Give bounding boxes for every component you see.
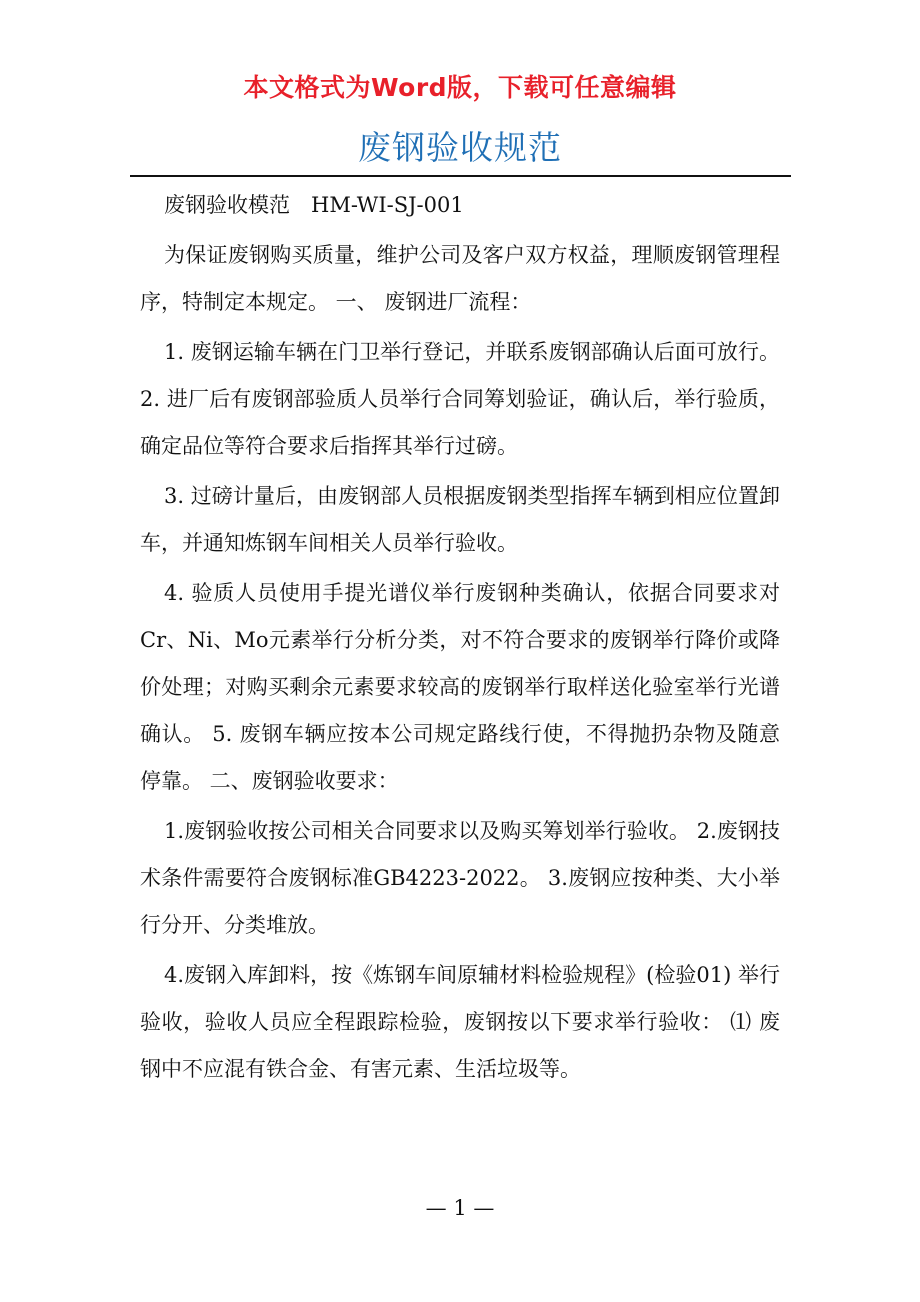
document-body	[140, 182, 780, 1096]
paragraph-requirements-1-3: 1.废钢验收按公司相关合同要求以及购买筹划举行验收。 2.废钢技术条件需要符合废钢标准GB4223-2022。 3.废钢应按种类、大小举行分开、分类堆放。	[140, 819, 780, 937]
format-notice-banner: 本文格式为Word版，下载可任意编辑	[243, 73, 677, 102]
paragraph-entry-step-3: 3. 过磅计量后，由废钢部人员根据废钢类型指挥车辆到相应位置卸车，并通知炼钢车间相关人员举行验收。	[140, 484, 780, 555]
page-number: — 1 —	[425, 1196, 495, 1220]
title-divider	[130, 175, 791, 177]
paragraph-entry-steps-4-5: 4. 验质人员使用手提光谱仪举行废钢种类确认，依据合同要求对Cr、Ni、Mo元素举行分析分类，对不符合要求的废钢举行降价或降价处理；对购买剩余元素要求较高的废钢举行取样送化验室举行光谱确认。 5. 废钢车辆应按本公司规定路线行使，不得抛扔杂物及随意停靠。 二、废钢验收要求：	[140, 581, 780, 793]
document-title: 废钢验收规范	[358, 128, 562, 167]
paragraph-requirement-4: 4.废钢入库卸料，按《炼钢车间原辅材料检验规程》(检验01) 举行验收，验收人员应全程跟踪检验，废钢按以下要求举行验收： ⑴ 废钢中不应混有铁合金、有害元素、生活垃圾等。	[140, 963, 780, 1081]
paragraph-intro: 为保证废钢购买质量，维护公司及客户双方权益，理顺废钢管理程序，特制定本规定。 一、 废钢进厂流程：	[140, 243, 780, 314]
paragraph-doc-code: 废钢验收模范 HM-WI-SJ-001	[164, 193, 464, 217]
paragraph-entry-steps-1-2: 1. 废钢运输车辆在门卫举行登记，并联系废钢部确认后面可放行。 2. 进厂后有废钢部验质人员举行合同筹划验证，确认后，举行验质，确定品位等符合要求后指挥其举行过磅。	[140, 340, 780, 458]
